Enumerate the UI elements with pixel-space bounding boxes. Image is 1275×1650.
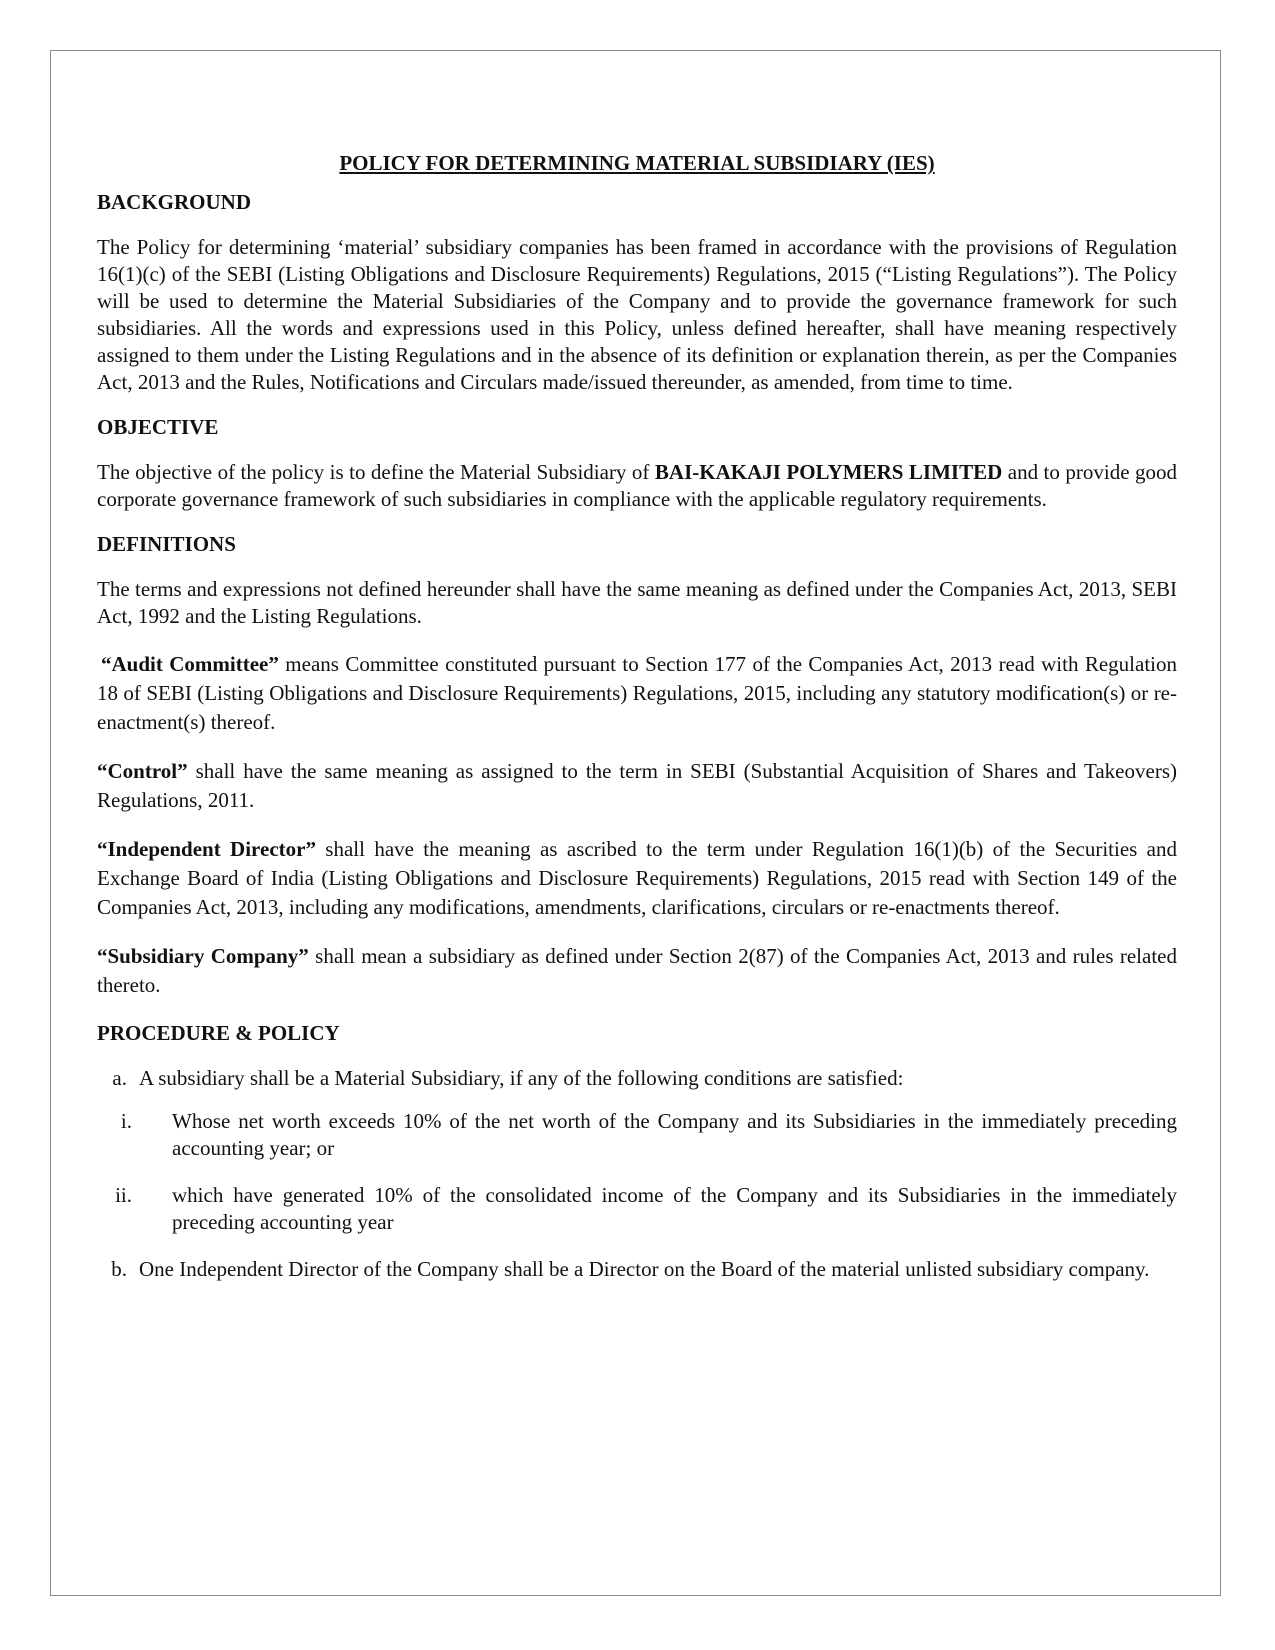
list-item-text: Whose net worth exceeds 10% of the net worth of the Company and its Subsidiaries in the immediately preceding accounting year; or [172, 1109, 1177, 1160]
list-marker: b. [111, 1257, 127, 1281]
list-item-ii [97, 1182, 1177, 1236]
company-name: BAI-KAKAJI POLYMERS LIMITED [654, 460, 1003, 484]
list-item-i [97, 1108, 1177, 1162]
objective-text-before: The objective of the policy is to define the Material Subsidiary of [97, 460, 655, 484]
objective-text-after: and to provide good corporate governance framework of such subsidiaries in compliance with the applicable regulatory requirements. [97, 460, 1177, 511]
list-marker: a. [112, 1066, 127, 1090]
list-item-a [97, 1065, 1177, 1092]
list-marker: ii. [115, 1183, 132, 1207]
document-title: POLICY FOR DETERMINING MATERIAL SUBSIDIARY (IES) [339, 151, 935, 175]
definition-control [97, 757, 1177, 815]
list-marker: i. [120, 1109, 132, 1133]
objective-paragraph [97, 459, 1177, 513]
definition-audit-committee [97, 650, 1177, 737]
definition-independent-director [97, 835, 1177, 922]
definition-term: “Independent Director” [97, 837, 316, 861]
background-paragraph: The Policy for determining ‘material’ subsidiary companies has been framed in accordance with the provisions of Regulation 16(1)(c) of the SEBI (Listing Obligations and Disclosure Requirements) Regulations, 2015 (“Listing Regulations”). The Policy will be used to determine the Material Subsidiaries of the Company and to provide the governance framework for such subsidiaries. All the words and expressions used in this Policy, unless defined hereafter, shall have meaning respectively assigned to them under the Listing Regulations and in the absence of its definition or explanation therein, as per the Companies Act, 2013 and the Rules, Notifications and Circulars made/issued thereunder, as amended, from time to time. [97, 235, 1177, 394]
definitions-intro: The terms and expressions not defined hereunder shall have the same meaning as defined under the Companies Act, 2013, SEBI Act, 1992 and the Listing Regulations. [97, 577, 1177, 628]
list-item-b [97, 1256, 1177, 1283]
section-heading-procedure: PROCEDURE & POLICY [97, 1021, 340, 1045]
definition-subsidiary-company [97, 942, 1177, 1000]
list-item-text: A subsidiary shall be a Material Subsidiary, if any of the following conditions are satisfied: [139, 1066, 904, 1090]
definition-term: “Subsidiary Company” [97, 944, 309, 968]
list-item-text: which have generated 10% of the consolidated income of the Company and its Subsidiaries in the immediately preceding accounting year [172, 1183, 1177, 1234]
definition-text: means Committee constituted pursuant to Section 177 of the Companies Act, 2013 read with Regulation 18 of SEBI (Listing Obligations and Disclosure Requirements) Regulations, 2015, including any statutory modification(s) or re-enactment(s) thereof. [97, 652, 1178, 734]
section-heading-objective: OBJECTIVE [97, 415, 219, 439]
definition-text: shall have the meaning as ascribed to the term under Regulation 16(1)(b) of the Securities and Exchange Board of India (Listing Obligations and Disclosure Requirements) Regulations, 2015 read with Section 149 of the Companies Act, 2013, including any modifications, amendments, clarifications, circulars or re-enactments thereof. [97, 837, 1177, 919]
list-item-text: One Independent Director of the Company shall be a Director on the Board of the material unlisted subsidiary company. [139, 1257, 1150, 1281]
section-heading-background: BACKGROUND [97, 190, 252, 214]
definition-term: “Control” [97, 759, 188, 783]
definition-text: shall mean a subsidiary as defined under Section 2(87) of the Companies Act, 2013 and rules related thereto. [97, 944, 1177, 997]
document-body [97, 150, 1177, 1299]
definition-term: “Audit Committee” [101, 652, 279, 676]
section-heading-definitions: DEFINITIONS [97, 532, 236, 556]
definition-text: shall have the same meaning as assigned to the term in SEBI (Substantial Acquisition of Shares and Takeovers) Regulations, 2011. [97, 759, 1177, 812]
